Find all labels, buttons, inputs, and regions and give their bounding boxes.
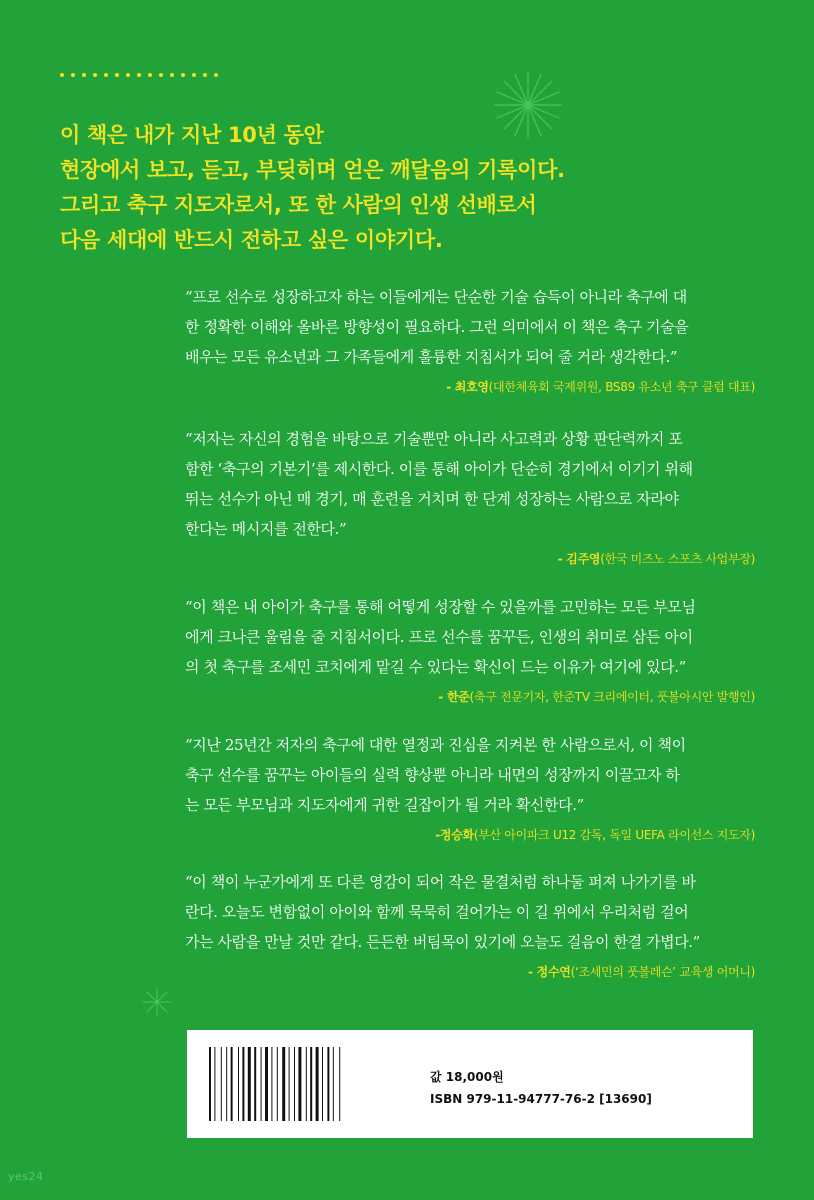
small-sparkle-icon	[140, 985, 174, 1019]
quote-line: 란다. 오늘도 변함없이 아이와 함께 묵묵히 걸어가는 이 길 위에서 우리처럼 걸어	[185, 903, 689, 921]
quote-line: 에게 크나큰 울림을 줄 지침서이다. 프로 선수를 꿈꾸든, 인생의 취미로 삼든 아이	[185, 628, 693, 646]
headline-line: 그리고 축구 지도자로서, 또 한 사람의 인생 선배로서	[60, 193, 537, 217]
quote-attribution	[185, 378, 755, 395]
quote-line: “저자는 자신의 경험을 바탕으로 기술뿐만 아니라 사고력과 상황 판단력까지 포	[185, 430, 683, 448]
quote-line: 뛰는 선수가 아닌 매 경기, 매 훈련을 거치며 한 단계 성장하는 사람으로 자라야	[185, 490, 679, 508]
barcode-bar	[298, 1047, 301, 1121]
quote-line: “이 책이 누군가에게 또 다른 영감이 되어 작은 물결처럼 하나둘 퍼져 나가기를 바	[185, 873, 696, 891]
barcode-bar	[209, 1047, 211, 1121]
author-name: - 김주영	[557, 552, 601, 566]
barcode-bar	[289, 1047, 290, 1121]
barcode-bar	[231, 1047, 233, 1121]
barcode-bar	[226, 1047, 227, 1121]
barcode-bar	[265, 1047, 268, 1121]
headline-line: 이 책은 내가 지난 10년 동안	[60, 123, 324, 147]
quote-text	[185, 867, 755, 957]
author-role: (축구 전문기자, 한준TV 크리에이터, 풋볼아시안 발행인)	[469, 690, 755, 704]
barcode-bar	[277, 1047, 278, 1121]
quote-line: 한 정확한 이해와 올바른 방향성이 필요하다. 그런 의미에서 이 책은 축구 기술을	[185, 318, 689, 336]
author-name: -정승화	[435, 828, 474, 842]
barcode-bar	[242, 1047, 244, 1121]
quote-attribution	[185, 550, 755, 567]
barcode-bar	[316, 1047, 319, 1121]
barcode-bar	[261, 1047, 262, 1121]
headline	[60, 118, 780, 258]
barcode-bar	[282, 1047, 285, 1121]
author-name: - 최호영	[446, 380, 489, 394]
barcode-bar	[271, 1047, 272, 1121]
endorsement-1	[185, 282, 755, 395]
quote-text	[185, 282, 755, 372]
quote-line: 축구 선수를 꿈꾸는 아이들의 실력 향상뿐 아니라 내면의 성장까지 이끌고자 하	[185, 766, 680, 784]
headline-line: 다음 세대에 반드시 전하고 싶은 이야기다.	[60, 228, 443, 252]
quote-text	[185, 730, 755, 820]
endorsement-2	[185, 424, 755, 567]
quote-line: 의 첫 축구를 조세민 코치에게 맡길 수 있다는 확신이 드는 이유가 여기에 있다.”	[185, 658, 686, 676]
barcode-bar	[294, 1047, 295, 1121]
headline-line: 현장에서 보고, 듣고, 부딪히며 얻은 깨달음의 기록이다.	[60, 158, 565, 182]
author-name: - 정수연	[528, 965, 571, 979]
author-role: (‘조세민의 풋볼레슨’ 교육생 어머니)	[570, 965, 755, 979]
barcode-panel	[187, 1030, 753, 1138]
barcode-bar	[248, 1047, 251, 1121]
isbn: ISBN 979-11-94777-76-2 [13690]	[430, 1092, 652, 1106]
author-name: - 한준	[438, 690, 470, 704]
quote-text	[185, 592, 755, 682]
author-role: (대한체육회 국제위원, BS89 유소년 축구 클럽 대표)	[488, 380, 755, 394]
quote-line: 는 모든 부모님과 지도자에게 귀한 길잡이가 될 거라 확신한다.”	[185, 796, 584, 814]
price-info	[430, 1066, 652, 1110]
quote-line: 한다는 메시지를 전한다.”	[185, 520, 347, 538]
endorsement-5	[185, 867, 755, 980]
barcode-bar	[238, 1047, 239, 1121]
quote-line: 가는 사람을 만날 것만 같다. 든든한 버팀목이 있기에 오늘도 걸음이 한결 가볍다.”	[185, 933, 700, 951]
barcode-bar	[333, 1047, 334, 1121]
quote-text	[185, 424, 755, 544]
author-role: (한국 미즈노 스포츠 사업부장)	[600, 552, 755, 566]
quote-attribution	[185, 826, 755, 843]
quote-attribution	[185, 963, 755, 980]
barcode-bar	[221, 1047, 222, 1121]
quote-line: “이 책은 내 아이가 축구를 통해 어떻게 성장할 수 있을까를 고민하는 모든 부모님	[185, 598, 696, 616]
quote-line: 배우는 모든 유소년과 그 가족들에게 훌륭한 지침서가 되어 줄 거라 생각한다.”	[185, 348, 678, 366]
watermark: yes24	[8, 1170, 44, 1183]
barcode-bar	[214, 1047, 215, 1121]
decorative-dots	[60, 73, 218, 77]
price: 값 18,000원	[430, 1070, 504, 1084]
quote-line: “지난 25년간 저자의 축구에 대한 열정과 진심을 지켜본 한 사람으로서, 이 책이	[185, 736, 686, 754]
barcode-bar	[254, 1047, 256, 1121]
quote-line: 함한 ‘축구의 기본기’를 제시한다. 이를 통해 아이가 단순히 경기에서 이기기 위해	[185, 460, 693, 478]
barcode-bar	[322, 1047, 323, 1121]
barcode-bar	[339, 1047, 340, 1121]
author-role: (부산 아이파크 U12 감독, 독일 UEFA 라이선스 지도자)	[473, 828, 755, 842]
barcode-bar	[310, 1047, 312, 1121]
barcode	[209, 1047, 399, 1121]
endorsement-3	[185, 592, 755, 705]
quote-attribution	[185, 688, 755, 705]
quote-line: “프로 선수로 성장하고자 하는 이들에게는 단순한 기술 습득이 아니라 축구에 대	[185, 288, 687, 306]
barcode-bar	[327, 1047, 329, 1121]
endorsement-4	[185, 730, 755, 843]
barcode-bar	[306, 1047, 307, 1121]
